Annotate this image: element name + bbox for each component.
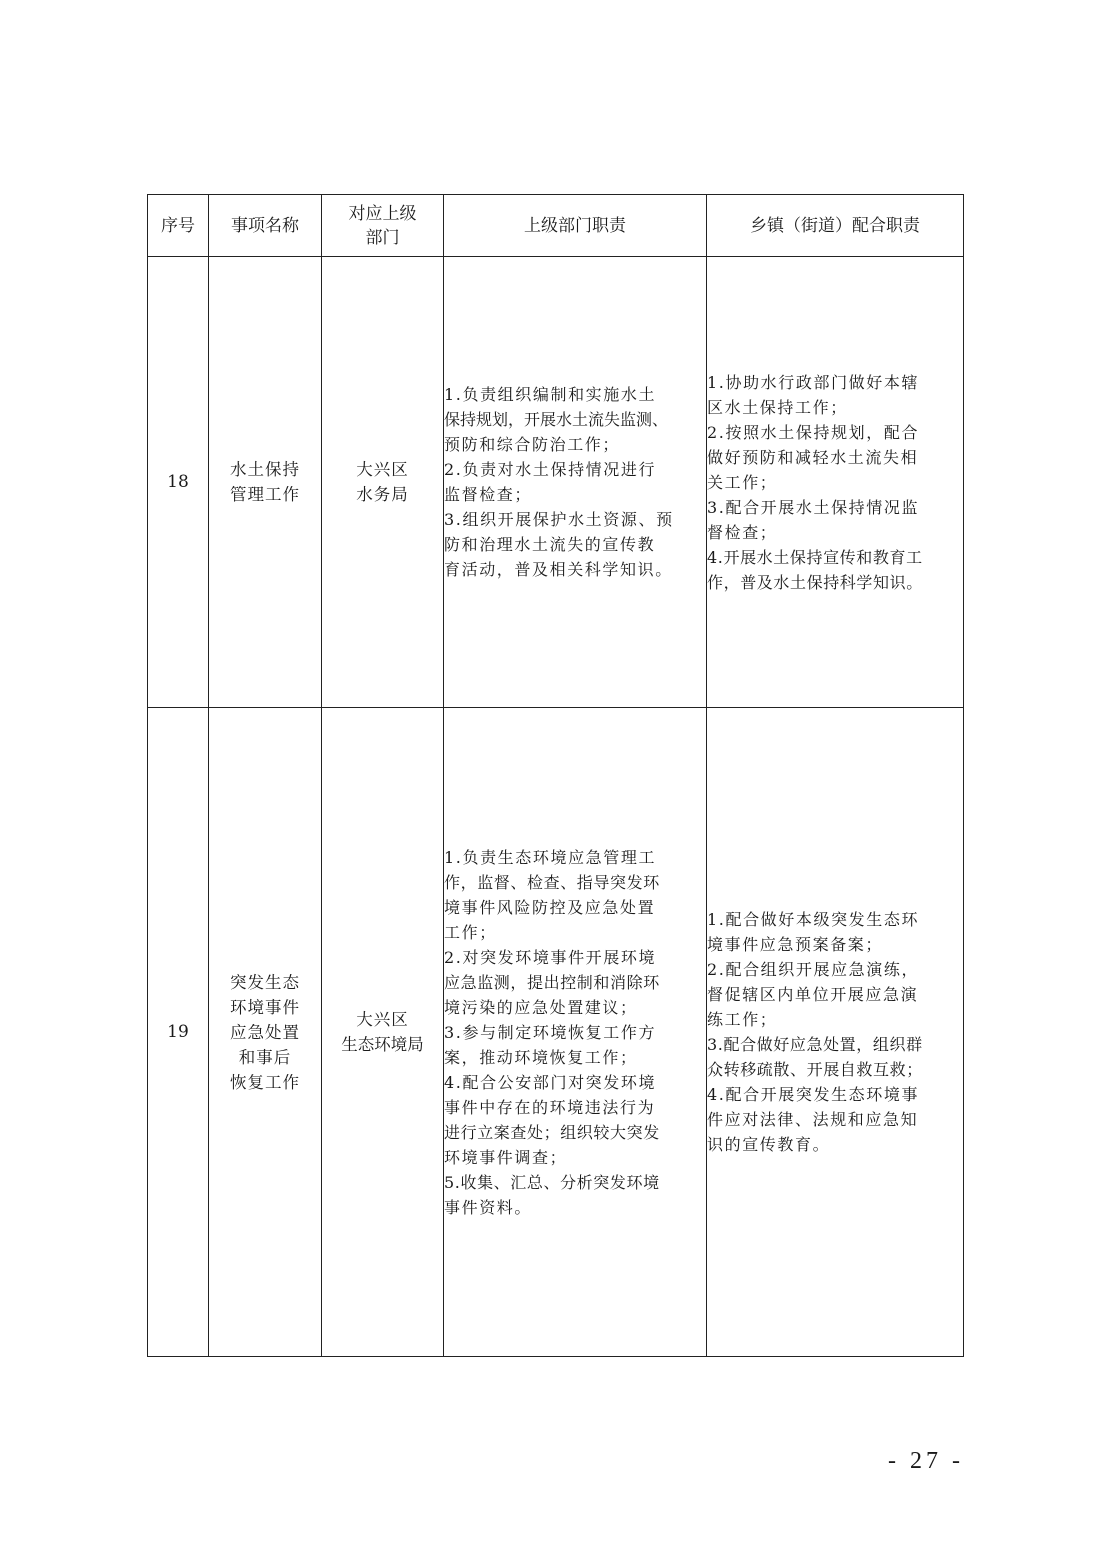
header-dept-line: 对应上级: [348, 203, 417, 224]
text-line: 恢复工作: [230, 1072, 300, 1092]
text-line: 和事后: [238, 1047, 292, 1067]
text-line: 1.协助水行政部门做好本辖: [707, 372, 920, 392]
header-dept: [322, 195, 444, 257]
row-town-duties: [707, 257, 964, 708]
row-dept: [322, 708, 444, 1357]
text-line: 件应对法律、法规和应急知: [707, 1110, 919, 1129]
text-line: 大兴区: [356, 1010, 409, 1029]
text-line: 环境事件: [230, 997, 300, 1017]
text-line: 3.参与制定环境恢复工作方: [444, 1022, 657, 1042]
text-line: 4.配合公安部门对突发环境: [444, 1072, 657, 1092]
text-line: 突发生态: [230, 972, 300, 992]
text-line: 督促辖区内单位开展应急演: [707, 985, 919, 1004]
text-line: 关工作；: [707, 472, 778, 492]
text-line: 2.按照水土保持规划，配合: [707, 422, 920, 442]
text-line: 保持规划，开展水土流失监测、: [444, 410, 669, 429]
header-dept-line: 部门: [365, 227, 400, 248]
text-line: 练工作；: [707, 1010, 778, 1029]
text-line: 生态环境局: [341, 1035, 424, 1054]
text-line: 应急监测，提出控制和消除环: [444, 972, 660, 992]
row-item-name: [209, 257, 322, 708]
header-index: 序号: [148, 195, 209, 257]
text-line: 应急处置: [230, 1022, 300, 1042]
text-line: 做好预防和减轻水土流失相: [707, 447, 919, 467]
row-town-duties: [707, 708, 964, 1357]
text-line: 进行立案查处；组织较大突发: [444, 1122, 660, 1142]
text-line: 工作；: [444, 922, 497, 942]
text-line: 育活动，普及相关科学知识。: [444, 560, 673, 579]
text-line: 1.配合做好本级突发生态环: [707, 910, 920, 929]
text-line: 管理工作: [230, 485, 300, 504]
row-item-name: [209, 708, 322, 1357]
text-line: 境事件应急预案备案；: [707, 935, 884, 954]
text-line: 1.负责生态环境应急管理工: [444, 847, 657, 867]
text-line: 区水土保持工作；: [707, 397, 848, 417]
table-header-row: [148, 195, 964, 257]
text-line: 4.开展水土保持宣传和教育工: [707, 547, 923, 567]
header-item-name: 事项名称: [209, 195, 322, 257]
page-number: - 27 -: [888, 1448, 964, 1474]
text-line: 案，推动环境恢复工作；: [444, 1047, 638, 1067]
text-line: 作，监督、检查、指导突发环: [444, 872, 660, 892]
text-line: 2.配合组织开展应急演练，: [707, 960, 920, 979]
row-dept: [322, 257, 444, 708]
text-line: 事件中存在的环境违法行为: [444, 1097, 656, 1117]
text-line: 2.负责对水土保持情况进行: [444, 460, 657, 479]
text-line: 督检查；: [707, 522, 778, 542]
text-line: 3.组织开展保护水土资源、预: [444, 510, 674, 529]
text-line: 3.配合开展水土保持情况监: [707, 497, 920, 517]
text-line: 境事件风险防控及应急处置: [444, 897, 656, 917]
text-line: 识的宣传教育。: [707, 1135, 831, 1154]
text-line: 5.收集、汇总、分析突发环境: [444, 1172, 660, 1192]
row-superior-duties: [444, 708, 707, 1357]
row-index: 18: [148, 257, 209, 708]
table-row: [148, 257, 964, 708]
table-row: [148, 708, 964, 1357]
text-line: 2.对突发环境事件开展环境: [444, 947, 657, 967]
header-superior-duties: 上级部门职责: [444, 195, 707, 257]
text-line: 大兴区: [356, 460, 409, 479]
text-line: 水务局: [356, 485, 409, 504]
row-index: 19: [148, 708, 209, 1357]
text-line: 作，普及水土保持科学知识。: [707, 572, 923, 592]
text-line: 3.配合做好应急处置，组织群: [707, 1035, 923, 1054]
text-line: 1.负责组织编制和实施水土: [444, 385, 657, 404]
text-line: 4.配合开展突发生态环境事: [707, 1085, 920, 1104]
text-line: 预防和综合防治工作；: [444, 435, 621, 454]
text-line: 水土保持: [230, 460, 300, 479]
row-superior-duties: [444, 257, 707, 708]
text-line: 事件资料。: [444, 1197, 533, 1217]
text-line: 众转移疏散、开展自救互救；: [707, 1060, 923, 1079]
text-line: 环境事件调查；: [444, 1147, 568, 1167]
header-town-duties: 乡镇（街道）配合职责: [707, 195, 964, 257]
text-line: 境污染的应急处置建议；: [444, 997, 638, 1017]
text-line: 防和治理水土流失的宣传教: [444, 535, 656, 554]
text-line: 监督检查；: [444, 485, 533, 504]
duties-table: [147, 194, 964, 1357]
